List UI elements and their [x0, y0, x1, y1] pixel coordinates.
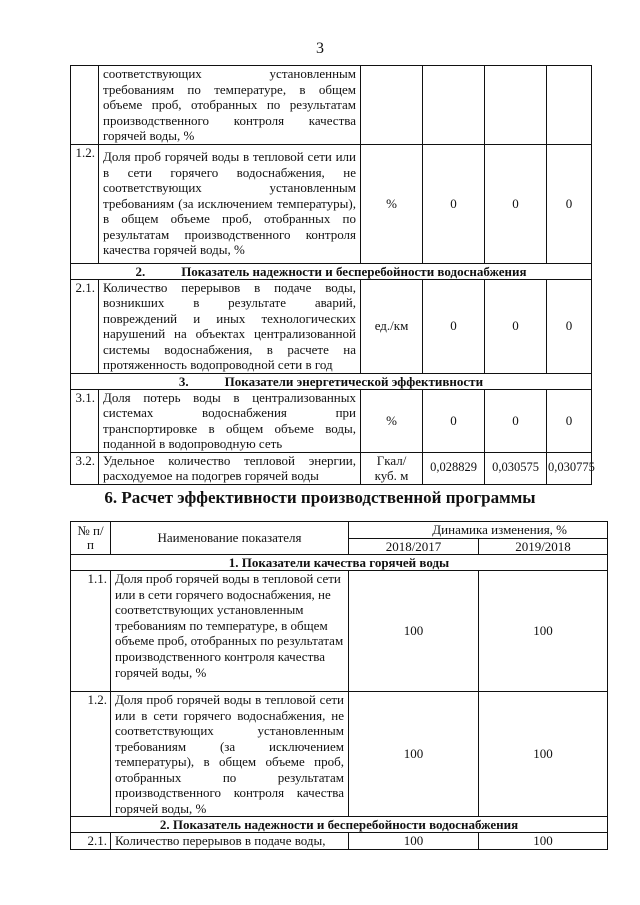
- efficiency-table: [70, 521, 608, 850]
- header-year: 2018/2017: [349, 538, 479, 555]
- value-cell: 0: [485, 279, 547, 373]
- table-row: [71, 571, 608, 692]
- table-row: [71, 452, 592, 484]
- row-number: 3.1.: [71, 389, 99, 452]
- header-name: Наименование показателя: [111, 522, 349, 555]
- row-number: 1.2.: [71, 692, 111, 817]
- section-heading: 6. Расчет эффективности производственной программы: [104, 488, 536, 507]
- indicator-name: Количество перерывов в подаче воды, возникших в результате аварий, повреждений и иных технологических нарушений на объектах централизованной системы водоснабжения, в расчете на протяженность водопроводной сети в год: [99, 279, 361, 373]
- section-title: Показатели энергетической эффективности: [224, 373, 484, 389]
- header-row: [71, 522, 608, 539]
- section-row: [71, 817, 608, 833]
- section-title: 1. Показатели качества горячей воды: [71, 555, 608, 571]
- value-cell: 0: [547, 389, 592, 452]
- table-row: [71, 692, 608, 817]
- header-dynamics: Динамика изменения, %: [349, 522, 608, 539]
- value-cell: 0: [485, 389, 547, 452]
- value-cell: 100: [349, 692, 479, 817]
- value-cell: 0,030775: [547, 452, 592, 484]
- unit-cell: %: [361, 389, 423, 452]
- section-row: [71, 263, 592, 279]
- row-number: 2.1.: [71, 833, 111, 850]
- header-year: 2019/2018: [479, 538, 608, 555]
- value-cell: 100: [479, 833, 608, 850]
- section-row: [71, 373, 592, 389]
- value-cell: 100: [349, 833, 479, 850]
- indicator-name: Доля проб горячей воды в тепловой сети или в сети горячего водоснабжения, не соответствующих установленным требованиям по температуре, в общем объеме проб, отобранных по результатам производственного контроля качества горячей воды, %: [111, 571, 349, 692]
- indicators-table: [70, 65, 595, 485]
- indicator-name: Доля проб горячей воды в тепловой сети или в сети горячего водоснабжения, не соответствующих установленным требованиям (за исключением температуры), в общем объеме проб, отобранных по результатам производственного контроля качества горячей воды, %: [99, 144, 361, 263]
- value-cell: 100: [479, 692, 608, 817]
- value-cell: 100: [349, 571, 479, 692]
- indicator-name: Доля потерь воды в централизованных системах водоснабжения при транспортировке в общем объеме воды, поданной в водопроводную сеть: [99, 389, 361, 452]
- row-number: 1.2.: [71, 144, 99, 263]
- indicator-name: Удельное количество тепловой энергии, расходуемое на подогрев горячей воды: [99, 452, 361, 484]
- value-cell: 0: [423, 279, 485, 373]
- value-cell: 0: [423, 144, 485, 263]
- value-cell: 0,028829: [423, 452, 485, 484]
- value-cell: 0,030575: [485, 452, 547, 484]
- section-number: 3.: [178, 373, 189, 389]
- value-cell: 0: [547, 279, 592, 373]
- row-number: 1.1.: [71, 571, 111, 692]
- header-num: № п/п: [71, 522, 111, 555]
- unit-cell: ед./км: [361, 279, 423, 373]
- table-row: [71, 144, 592, 263]
- value-cell: 0: [423, 389, 485, 452]
- table-row: [71, 833, 608, 850]
- indicator-name: Доля проб горячей воды в тепловой сети или в сети горячего водоснабжения, не соответствующих установленным требованиям (за исключением температуры), в общем объеме проб, отобранных по результатам производственного контроля качества горячей воды, %: [111, 692, 349, 817]
- value-cell: 100: [479, 571, 608, 692]
- table-row: [71, 279, 592, 373]
- section-row: [71, 555, 608, 571]
- value-cell: 0: [547, 144, 592, 263]
- indicator-name: соответствующих установленным требованиям по температуре, в общем объеме проб, отобранных по результатам производственного контроля качества горячей воды, %: [99, 66, 361, 145]
- row-number: 3.2.: [71, 452, 99, 484]
- row-number: [71, 66, 99, 145]
- section-title: Показатель надежности и бесперебойности водоснабжения: [181, 263, 527, 279]
- indicator-name: Количество перерывов в подаче воды,: [111, 833, 349, 850]
- section-title: 2. Показатель надежности и бесперебойности водоснабжения: [71, 817, 608, 833]
- page-number: 3: [316, 40, 324, 57]
- section-number: 2.: [135, 263, 146, 279]
- unit-cell: %: [361, 144, 423, 263]
- unit-cell: Гкал/ куб. м: [361, 452, 423, 484]
- table-row: [71, 389, 592, 452]
- value-cell: 0: [485, 144, 547, 263]
- table-row: [71, 66, 592, 145]
- row-number: 2.1.: [71, 279, 99, 373]
